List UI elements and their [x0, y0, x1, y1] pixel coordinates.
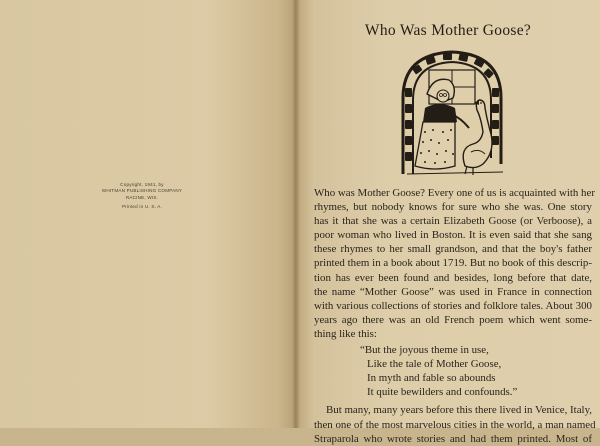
copyright-imprint: [96, 182, 188, 211]
poem-line: In myth and fable so abounds: [367, 372, 496, 385]
text-line: has it that she was a certain Elizabeth Goose (or Verboose), a: [314, 215, 592, 228]
article-body: [314, 186, 596, 446]
text-line: then one of the most marvelous cities in the world, a man named: [314, 418, 596, 431]
text-line: But many, many years before this there lived in Venice, Italy,: [326, 404, 593, 417]
poem-quote: [360, 343, 592, 399]
paragraph-2: [314, 403, 596, 445]
poem-line: Like the tale of Mother Goose,: [367, 358, 502, 371]
mother-goose-illustration: [399, 48, 505, 176]
poem-line: It quite bewilders and confounds.”: [367, 386, 518, 399]
text-line: thing like this:: [314, 327, 377, 340]
page-title: Who Was Mother Goose?: [364, 22, 532, 39]
copyright-line: Copyright, 1941, by: [120, 182, 164, 187]
text-line: poor woman who lived in Boston. It is even said that she sang: [314, 229, 592, 242]
text-line: Straparola who wrote stories and had them printed. Most of: [314, 432, 592, 445]
text-line: rhymes, but nobody knows for sure who she was. One story: [314, 201, 592, 214]
text-line: Who was Mother Goose? Every one of us is acquainted with her: [314, 187, 595, 199]
paragraph-1: [314, 186, 595, 341]
text-line: with various collections of stories and folklore tales. About 300: [314, 299, 592, 312]
text-line: years ago there was an old French poem which went some-: [314, 313, 592, 326]
poem-line: “But the joyous theme in use,: [360, 344, 489, 357]
city-line: RACINE, WIS.: [125, 194, 159, 200]
text-line: printed them in a book about 1719. But no book of this descrip-: [314, 257, 592, 270]
printed-line: Printed in U. S. A.: [121, 204, 163, 210]
text-line: the name “Mother Goose” was used in France in connection: [314, 285, 592, 298]
left-page: [0, 0, 296, 428]
text-line: tion has ever been found and besides, long before that date,: [314, 271, 592, 284]
book-gutter: [292, 0, 300, 428]
publisher-line: WHITMAN PUBLISHING COMPANY: [101, 188, 183, 194]
text-line: these rhymes to her small grandson, and that the boy's father: [314, 243, 592, 256]
